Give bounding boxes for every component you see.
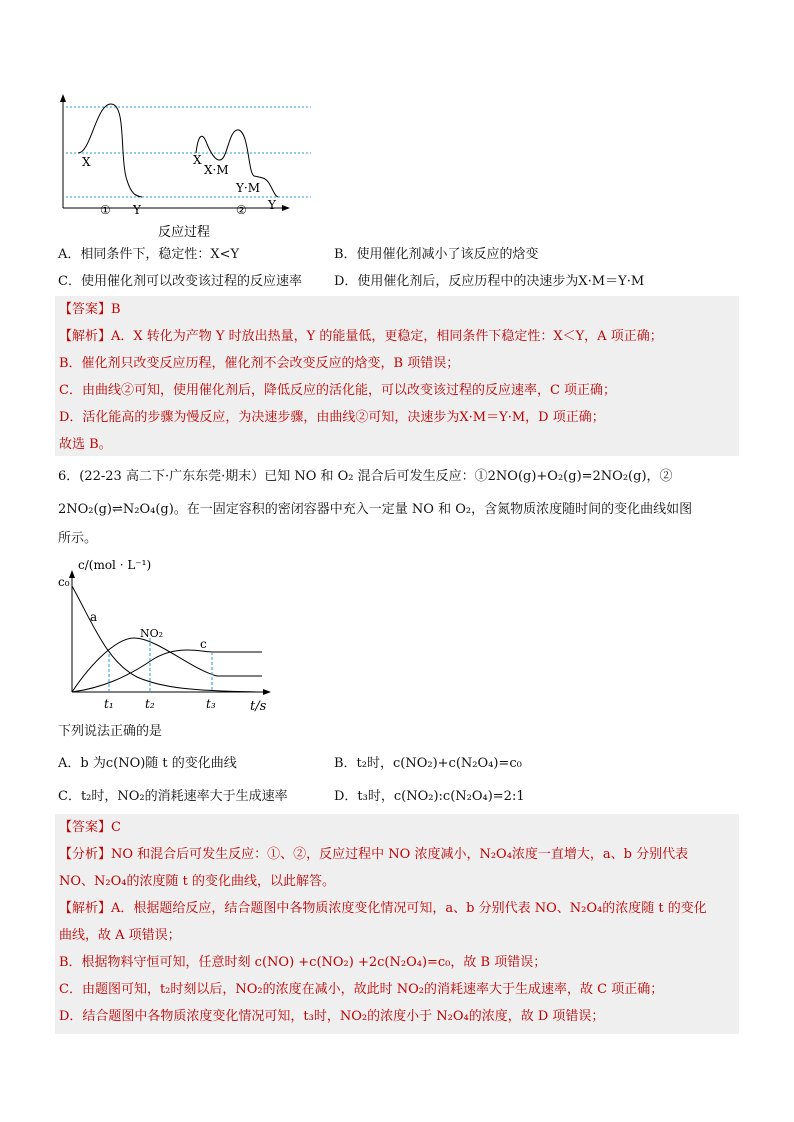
q5-option-b[interactable]: B．使用催化剂减小了该反应的焓变	[334, 247, 539, 262]
q6-answer-box	[55, 814, 739, 1034]
q6-answer: 【答案】C	[59, 820, 121, 835]
curve-no2	[72, 638, 262, 692]
q5-answer: 【答案】B	[59, 302, 121, 317]
x-axis-arrow	[282, 205, 290, 211]
q6-question: 下列说法正确的是	[58, 724, 163, 739]
q5-analysis-4: D．活化能高的步骤为慢反应，为决速步骤，由曲线②可知，决速步为X·M＝Y·M，D 项正确；	[59, 410, 605, 425]
q6-option-d[interactable]: D．t₃时，c(NO₂):c(N₂O₄)=2:1	[334, 789, 525, 804]
q5-option-c[interactable]: C．使用催化剂可以改变该过程的反应速率	[58, 274, 302, 289]
q6-option-b[interactable]: B．t₂时，c(NO₂)+c(N₂O₄)=c₀	[334, 756, 522, 771]
concentration-time-figure	[52, 552, 282, 714]
label-no2: NO₂	[140, 627, 164, 640]
q5-answer-box	[55, 296, 739, 456]
q5-analysis-5: 故选 B。	[59, 437, 112, 452]
label-c: c	[200, 637, 207, 651]
label-ym: Y·M	[236, 181, 261, 195]
tick-t2: t₂	[145, 697, 155, 711]
x-axis-label: 反应过程	[158, 225, 211, 240]
q5-analysis-2: B．催化剂只改变反应历程，催化剂不会改变反应的焓变，B 项错误；	[59, 356, 460, 371]
q6-analysis-1: 【分析】NO 和混合后可发生反应：①、②，反应过程中 NO 浓度减小，N₂O₄浓度一直增大，a、b 分别代表	[59, 847, 689, 862]
y-axis-arrow	[69, 570, 75, 578]
label-x1: X	[82, 155, 91, 169]
q6-option-c[interactable]: C．t₂时，NO₂的消耗速率大于生成速率	[58, 789, 288, 804]
label-y1: Y	[133, 203, 141, 217]
q6-analysis-5: B．根据物料守恒可知，任意时刻 c(NO) +c(NO₂) +2c(N₂O₄)=c₀，故 B 项错误；	[59, 955, 547, 970]
y-axis-label: c/(mol · L⁻¹)	[78, 558, 152, 572]
q6-analysis-2: NO、N₂O₄的浓度随 t 的变化曲线，以此解答。	[59, 874, 335, 889]
q5-option-d[interactable]: D．使用催化剂后，反应历程中的决速步为X·M＝Y·M	[334, 274, 645, 289]
tick-t3: t₃	[206, 697, 216, 711]
q6-analysis-6: C．由题图可知，t₂时刻以后，NO₂的浓度在减小，故此时 NO₂的消耗速率大于生成速率，故 C 项正确；	[59, 982, 664, 997]
q6-analysis-7: D．结合题图中各物质浓度变化情况可知，t₃时，NO₂的浓度小于 N₂O₄的浓度，故 D 项错误；	[59, 1009, 605, 1024]
x-axis-label: t/s	[250, 699, 267, 714]
label-a: a	[90, 610, 98, 624]
label-y2: Y	[268, 198, 276, 212]
label-x2: X	[193, 153, 202, 167]
q5-analysis-3: C．由曲线②可知，使用催化剂后，降低反应的活化能，可以改变该过程的反应速率，C 项正确；	[59, 383, 617, 398]
label-circle1: ①	[100, 203, 111, 217]
q6-stem-line3: 所示。	[58, 531, 98, 546]
c0-label: c₀	[58, 575, 70, 589]
label-circle2: ②	[236, 203, 247, 217]
q5-option-a[interactable]: A．相同条件下，稳定性：X<Y	[58, 247, 240, 262]
q6-stem-line1: 6．(22-23 高二下·广东东莞·期末）已知 NO 和 O₂ 混合后可发生反应：①2NO(g)+O₂(g)=2NO₂(g)，②	[58, 469, 673, 484]
curve-uncatalyzed	[78, 104, 142, 197]
label-xm: X·M	[204, 163, 229, 177]
q6-analysis-4: 曲线，故 A 项错误；	[59, 928, 181, 943]
energy-profile-figure	[56, 92, 326, 242]
tick-t1: t₁	[104, 697, 114, 711]
q6-option-a[interactable]: A．b 为c(NO)随 t 的变化曲线	[58, 756, 237, 771]
q6-stem-line2: 2NO₂(g)⇌N₂O₄(g)。在一固定容积的密闭容器中充入一定量 NO 和 O₂，含氮物质浓度随时间的变化曲线如图	[58, 502, 693, 517]
y-axis-arrow	[60, 94, 66, 102]
q6-analysis-3: 【解析】A．根据题给反应，结合题图中各物质浓度变化情况可知，a、b 分别代表 NO、N₂O₄的浓度随 t 的变化	[59, 901, 707, 916]
q5-analysis-1: 【解析】A．X 转化为产物 Y 时放出热量，Y 的能量低，更稳定，相同条件下稳定性：X＜Y，A 项正确；	[59, 329, 663, 344]
x-axis-arrow	[263, 689, 271, 695]
